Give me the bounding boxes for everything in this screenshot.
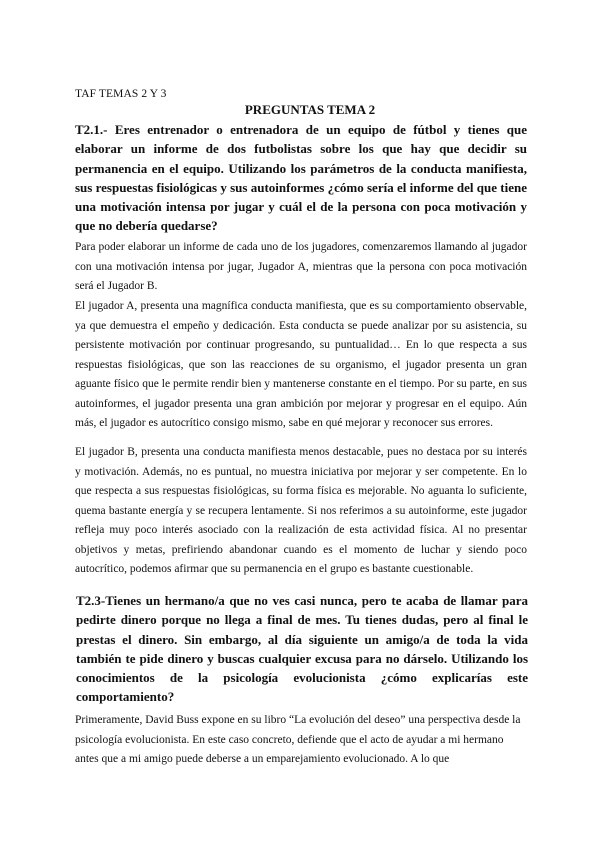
answer-paragraph-intro: Para poder elaborar un informe de cada uno de los jugadores, comenzaremos llamando al jugador con una motivación intensa por jugar, Jugador A, mientras que la persona con poca motivación será el Jugador B. (75, 241, 527, 292)
question-t2-3: T2.3-Tienes un hermano/a que no ves casi nunca, pero te acaba de llamar para pedirte dinero porque no llega a final de mes. Tu tienes dudas, pero al final le prestas el dinero. Sin embargo, al día siguiente un amigo/a de toda la vida también te pide dinero y buscas cualquier excusa para no dárselo. Utilizando los conocimientos de la psicología evolucionista ¿cómo explicarías este comportamiento? (76, 593, 528, 705)
answer-paragraph-player-b: El jugador B, presenta una conducta manifiesta menos destacable, pues no destaca por su interés y motivación. Además, no es puntual, no muestra iniciativa por mejorar y ser competente. En lo que respecta a sus respuestas fisiológicas, su forma física es mejorable. No aguanta lo suficiente, quema bastante energía y se recupera lentamente. Si nos referimos a su autoinforme, este jugador refleja muy poco interés asociado con la realización de esta actividad física. Al no presentar objetivos y metas, prefiriendo abandonar cuando es el momento de luchar y siendo poco autocrítico, podemos afirmar que su permanencia en el grupo es bastante cuestionable. (75, 446, 527, 575)
question-t2-1: T2.1.- Eres entrenador o entrenadora de un equipo de fútbol y tienes que elaborar un informe de dos futbolistas sobre los que hay que decidir su permanencia en el equipo. Utilizando los parámetros de la conducta manifiesta, sus respuestas fisiológicas y sus autoinformes ¿cómo sería el informe del que tiene una motivación intensa por jugar y cuál el de la persona con poca motivación y que no debería quedarse? (75, 122, 527, 234)
answer-paragraph-evolutionary: Primeramente, David Buss expone en su libro “La evolución del deseo” una perspectiva desde la psicología evolucionista. En este caso concreto, defiende que el acto de ayudar a mi hermano antes que a mi amigo puede deberse a un emparejamiento evolucionado. A lo que (75, 714, 521, 765)
section-title: PREGUNTAS TEMA 2 (244, 102, 376, 117)
document-label: TAF TEMAS 2 Y 3 (75, 88, 167, 100)
answer-paragraph-player-a: El jugador A, presenta una magnífica conducta manifiesta, que es su comportamiento observable, ya que demuestra el empeño y dedicación. Esta conducta se puede analizar por su asistencia, su persistente motivación por continuar progresando, su puntualidad… En lo que respecta a sus respuestas fisiológicas, que son las reacciones de su organismo, el jugador presenta un gran aguante físico que le permite rendir bien y mantenerse constante en el tiempo. Por su parte, en sus autoinformes, el jugador presenta una gran ambición por mejorar y progresar en el equipo. Aún más, el jugador es autocrítico consigo mismo, sabe en qué mejorar y reconocer sus errores. (75, 300, 527, 429)
